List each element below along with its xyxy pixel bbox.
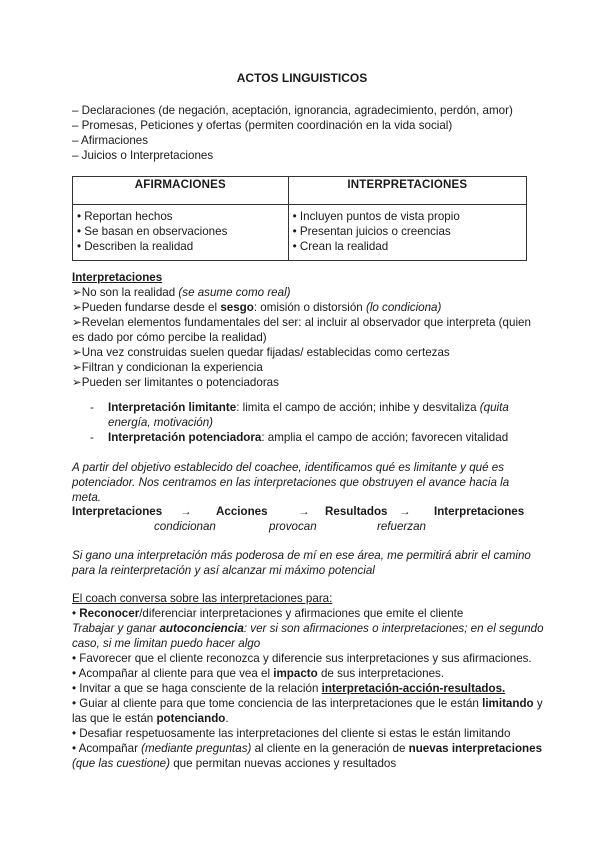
potenciadora-item: - Interpretación potenciadora: amplia el campo de acción; favorecen vitalidad [90, 431, 509, 444]
coach-section [72, 591, 544, 771]
header-interpretaciones: INTERPRETACIONES [288, 177, 526, 205]
header-afirmaciones: AFIRMACIONES [73, 177, 289, 205]
list-item: Trabajar y ganar autoconciencia: ver si son afirmaciones o interpretaciones; en el segundo [72, 622, 544, 635]
table-row [73, 205, 527, 261]
limitante-item-continuation: energía, motivación) [108, 416, 214, 429]
arrow-item: ➢Una vez construidas suelen quedar fijadas/ establecidas como certezas [72, 346, 450, 359]
list-item: • Reconocer/diferenciar interpretaciones y afirmaciones que emite el cliente [72, 607, 464, 620]
list-item: • Desafiar respetuosamente las interpretaciones del cliente si estas le están limitando [72, 727, 511, 740]
list-item: – Declaraciones (de negación, aceptación, ignorancia, agradecimiento, perdón, amor) [72, 104, 513, 117]
cycle-step: Interpretaciones [72, 505, 163, 518]
interpretation-types [72, 400, 532, 445]
interpretation-cycle [72, 504, 532, 538]
list-item-continuation: caso, si me limitan puedo hacer algo [72, 637, 261, 650]
cycle-label: refuerzan [377, 520, 426, 533]
list-item: • Favorecer que el cliente reconozca y diferencie sus interpretaciones y sus afirmaciones. [72, 652, 532, 665]
table-bullet: • Presentan juicios o creencias [292, 225, 451, 238]
cycle-label: provocan [269, 520, 317, 533]
arrow-bullet-icon: ➢ [72, 286, 82, 299]
right-arrow-icon: → [399, 505, 411, 518]
table-header-row [73, 177, 527, 205]
list-item-continuation: las que le están potenciando. [72, 712, 229, 725]
arrow-bullet-icon: ➢ [72, 346, 82, 359]
arrow-bullet-icon: ➢ [72, 316, 82, 329]
arrow-item-continuation: es dado por cómo percibe la realidad) [72, 331, 267, 344]
table-bullet: • Reportan hechos [77, 210, 173, 223]
arrow-bullet-icon: ➢ [72, 361, 82, 374]
table-bullet: • Se basan en observaciones [77, 225, 228, 238]
arrow-item: ➢Revelan elementos fundamentales del ser: al incluir al observador que interpreta (quien [72, 316, 531, 329]
list-item: • Invitar a que se haga consciente de la relación interpretación-acción-resultados. [72, 682, 506, 695]
arrow-bullet-icon: ➢ [72, 376, 82, 389]
table-bullet: • Describen la realidad [77, 240, 194, 253]
dash-bullet: - [90, 431, 94, 444]
list-item: – Afirmaciones [72, 134, 149, 147]
comparison-table [72, 176, 527, 261]
section-heading: Interpretaciones [72, 271, 163, 284]
table-bullet: • Incluyen puntos de vista propio [292, 210, 460, 223]
page-title: ACTOS LINGUISTICOS [236, 71, 368, 85]
limitante-item: - Interpretación limitante: limita el campo de acción; inhibe y desvitaliza (quita [90, 401, 509, 414]
speech-acts-list [72, 103, 513, 163]
right-arrow-icon: → [298, 505, 310, 518]
potential-paragraph: Si gano una interpretación más poderosa de mí en ese área, me permitirá abrir el camino para la reinterpretación y así alcanzar mi máximo potencial [72, 549, 531, 577]
list-item: • Guiar al cliente para que tome conciencia de las interpretaciones que le están limitando y [72, 697, 543, 710]
dash-bullet: - [90, 401, 94, 414]
cycle-step: Acciones [216, 505, 268, 518]
interpretaciones-cell [288, 205, 526, 261]
cycle-label: condicionan [154, 520, 216, 533]
interpretaciones-section [72, 270, 532, 390]
list-item: – Promesas, Peticiones y ofertas (permiten coordinación en la vida social) [72, 119, 453, 132]
arrow-bullet-icon: ➢ [72, 301, 82, 314]
section-heading: El coach conversa sobre las interpretaciones para: [72, 592, 333, 605]
afirmaciones-cell [73, 205, 289, 261]
list-item: – Juicios o Interpretaciones [72, 149, 214, 162]
cycle-step: Resultados [325, 505, 388, 518]
cycle-step: Interpretaciones [434, 505, 525, 518]
arrow-item: ➢No son la realidad (se asume como real) [72, 286, 291, 299]
list-item-continuation: (que las cuestione) que permitan nuevas acciones y resultados [72, 757, 397, 770]
table-bullet: • Crean la realidad [292, 240, 389, 253]
arrow-item: ➢Pueden fundarse desde el sesgo: omisión o distorsión (lo condiciona) [72, 301, 442, 314]
objective-paragraph: A partir del objetivo establecido del coachee, identificamos qué es limitante y qué es potenciador. Nos centramos en las interpretaciones que obstruyen el avance hacia la meta. [72, 461, 510, 504]
arrow-item: ➢Pueden ser limitantes o potenciadoras [72, 376, 279, 389]
right-arrow-icon: → [180, 505, 192, 518]
list-item: • Acompañar al cliente para que vea el impacto de sus interpretaciones. [72, 667, 445, 680]
list-item: • Acompañar (mediante preguntas) al cliente en la generación de nuevas interpretaciones [72, 742, 543, 755]
arrow-item: ➢Filtran y condicionan la experiencia [72, 361, 263, 374]
